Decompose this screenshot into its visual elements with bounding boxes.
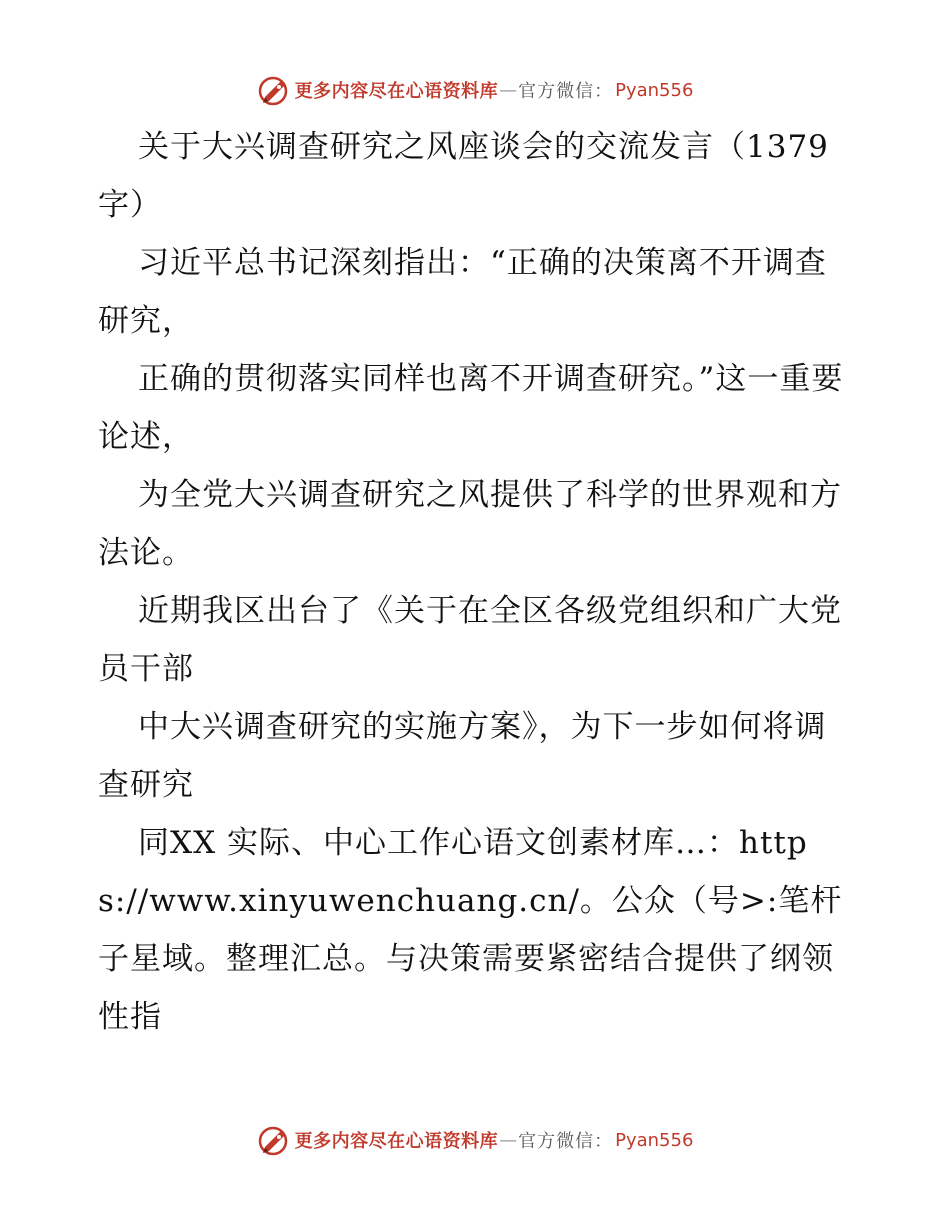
paragraph: 中大兴调查研究的实施方案》，为下一步如何将调查研究: [98, 709, 827, 803]
banner-dash: —: [499, 79, 518, 101]
banner-title: 更多内容尽在心语资料库: [294, 1131, 499, 1152]
header-banner: [0, 70, 950, 110]
paragraph: 近期我区出台了《关于在全区各级党组织和广大党员干部: [98, 593, 842, 687]
banner-wechat-id: Pyan556: [615, 79, 694, 101]
paragraph: 为全党大兴调查研究之风提供了科学的世界观和方法论。: [98, 477, 842, 571]
paragraph: 正确的贯彻落实同样也离不开调查研究。”这一重要论述，: [98, 361, 844, 455]
banner-dash: —: [499, 1129, 518, 1151]
footer-banner: [0, 1120, 950, 1160]
paragraph: 同XX 实际、中心工作心语文创素材库…：https://www.xinyuwenchuang.cn/。公众（号>:笔杆子星域。整理汇总。与决策需要紧密结合提供了纲领性指: [98, 825, 843, 1035]
banner-wechat-id: Pyan556: [615, 1129, 694, 1151]
pen-logo-icon: [257, 1123, 291, 1157]
document-body: [98, 118, 858, 1046]
banner-wechat-label: 官方微信：: [518, 81, 614, 102]
pen-logo-icon: [257, 73, 291, 107]
banner-title: 更多内容尽在心语资料库: [294, 81, 499, 102]
banner-wechat-label: 官方微信：: [518, 1131, 614, 1152]
paragraph: 习近平总书记深刻指出：“正确的决策离不开调查研究，: [98, 245, 827, 339]
paragraph-title: 关于大兴调查研究之风座谈会的交流发言（1379字）: [98, 129, 829, 223]
